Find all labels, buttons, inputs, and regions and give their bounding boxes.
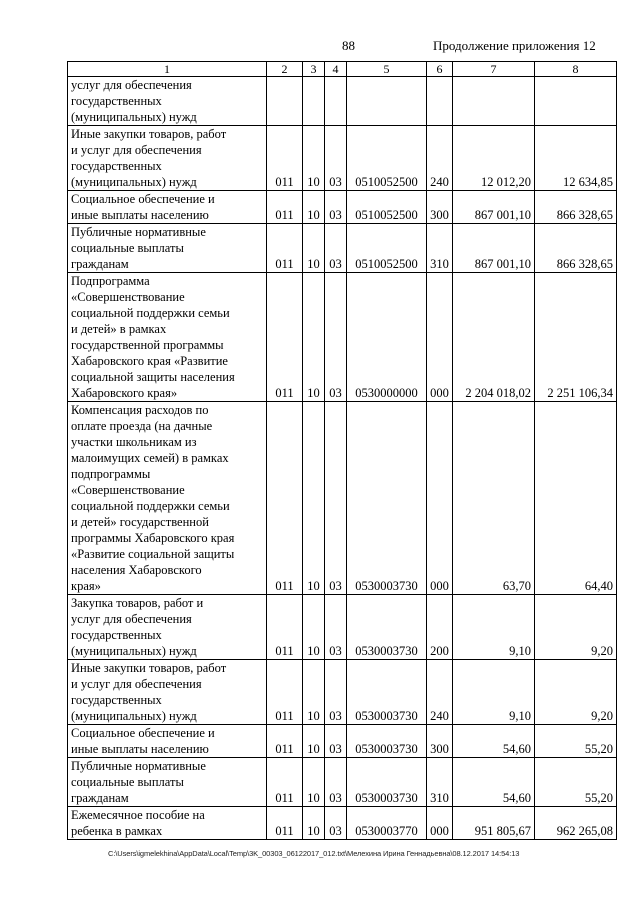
- subchapter-code: 03: [325, 595, 347, 660]
- description-line: государственных: [71, 693, 162, 707]
- description-line: Подпрограмма: [71, 274, 150, 288]
- description-line: Компенсация расходов по: [71, 403, 209, 417]
- description-line: населения Хабаровского: [71, 563, 202, 577]
- description-line: и услуг для обеспечения: [71, 677, 202, 691]
- description-line: и детей» в рамках: [71, 322, 167, 336]
- description-line: услуг для обеспечения: [71, 612, 192, 626]
- column-header: 7: [453, 62, 535, 77]
- row-description: [68, 191, 267, 224]
- target-article-code: 0530003730: [347, 595, 427, 660]
- description-line: государственных: [71, 628, 162, 642]
- budget-table: [67, 61, 617, 840]
- expense-type-code: 240: [427, 126, 453, 191]
- column-header: 4: [325, 62, 347, 77]
- description-line: края»: [71, 579, 101, 593]
- description-line: ребенка в рамках: [71, 824, 163, 838]
- table-row: [68, 725, 617, 758]
- description-line: оплате проезда (на дачные: [71, 419, 213, 433]
- expense-type-code: 240: [427, 660, 453, 725]
- row-description: [68, 77, 267, 126]
- section-code: 011: [267, 273, 303, 402]
- table-row: [68, 758, 617, 807]
- expense-type-code: 000: [427, 402, 453, 595]
- row-description: [68, 725, 267, 758]
- subchapter-code: 03: [325, 126, 347, 191]
- section-code: 011: [267, 191, 303, 224]
- subchapter-code: 03: [325, 402, 347, 595]
- amount-year-1: 9,10: [453, 595, 535, 660]
- description-line: социальные выплаты: [71, 775, 184, 789]
- section-code: 011: [267, 595, 303, 660]
- description-line: иные выплаты населению: [71, 742, 209, 756]
- amount-year-2: 866 328,65: [535, 224, 617, 273]
- table-row: [68, 191, 617, 224]
- section-code: 011: [267, 725, 303, 758]
- description-line: Хабаровского края»: [71, 386, 178, 400]
- header-row: [68, 62, 617, 77]
- description-line: «Совершенствование: [71, 290, 185, 304]
- subchapter-code: 03: [325, 224, 347, 273]
- description-line: Иные закупки товаров, работ: [71, 661, 227, 675]
- amount-year-2: [535, 77, 617, 126]
- amount-year-1: 867 001,10: [453, 224, 535, 273]
- description-line: гражданам: [71, 257, 129, 271]
- target-article-code: 0510052500: [347, 224, 427, 273]
- appendix-continuation-note: Продолжение приложения 12: [433, 38, 596, 53]
- description-line: социальной поддержки семьи: [71, 306, 230, 320]
- row-description: [68, 595, 267, 660]
- description-line: «Совершенствование: [71, 483, 185, 497]
- expense-type-code: 000: [427, 807, 453, 840]
- row-description: [68, 126, 267, 191]
- table-row: [68, 595, 617, 660]
- chapter-code: 10: [303, 725, 325, 758]
- row-description: [68, 273, 267, 402]
- column-header: 5: [347, 62, 427, 77]
- description-line: социальной защиты населения: [71, 370, 235, 384]
- row-description: [68, 660, 267, 725]
- chapter-code: 10: [303, 758, 325, 807]
- description-line: подпрограммы: [71, 467, 151, 481]
- description-line: и услуг для обеспечения: [71, 143, 202, 157]
- expense-type-code: 200: [427, 595, 453, 660]
- description-line: участки школьникам из: [71, 435, 197, 449]
- description-line: (муниципальных) нужд: [71, 644, 197, 658]
- subchapter-code: 03: [325, 807, 347, 840]
- amount-year-1: 63,70: [453, 402, 535, 595]
- description-line: Закупка товаров, работ и: [71, 596, 204, 610]
- description-line: социальной поддержки семьи: [71, 499, 230, 513]
- description-line: (муниципальных) нужд: [71, 175, 197, 189]
- amount-year-2: 2 251 106,34: [535, 273, 617, 402]
- table-row: [68, 126, 617, 191]
- expense-type-code: [427, 77, 453, 126]
- description-line: Социальное обеспечение и: [71, 192, 215, 206]
- expense-type-code: 300: [427, 725, 453, 758]
- amount-year-1: 2 204 018,02: [453, 273, 535, 402]
- target-article-code: 0510052500: [347, 126, 427, 191]
- subchapter-code: [325, 77, 347, 126]
- subchapter-code: 03: [325, 660, 347, 725]
- subchapter-code: 03: [325, 758, 347, 807]
- table-row: [68, 402, 617, 595]
- chapter-code: 10: [303, 807, 325, 840]
- amount-year-1: 12 012,20: [453, 126, 535, 191]
- description-line: иные выплаты населению: [71, 208, 209, 222]
- chapter-code: 10: [303, 224, 325, 273]
- column-header: 3: [303, 62, 325, 77]
- chapter-code: 10: [303, 191, 325, 224]
- section-code: 011: [267, 224, 303, 273]
- amount-year-2: 64,40: [535, 402, 617, 595]
- section-code: 011: [267, 758, 303, 807]
- amount-year-1: 9,10: [453, 660, 535, 725]
- expense-type-code: 300: [427, 191, 453, 224]
- description-line: государственных: [71, 94, 162, 108]
- amount-year-1: [453, 77, 535, 126]
- description-line: «Развитие социальной защиты: [71, 547, 235, 561]
- row-description: [68, 402, 267, 595]
- subchapter-code: 03: [325, 273, 347, 402]
- target-article-code: 0530003730: [347, 725, 427, 758]
- amount-year-2: 9,20: [535, 595, 617, 660]
- description-line: Ежемесячное пособие на: [71, 808, 205, 822]
- chapter-code: 10: [303, 126, 325, 191]
- amount-year-2: 12 634,85: [535, 126, 617, 191]
- table-row: [68, 77, 617, 126]
- target-article-code: 0530003730: [347, 758, 427, 807]
- target-article-code: 0510052500: [347, 191, 427, 224]
- description-line: Публичные нормативные: [71, 759, 206, 773]
- chapter-code: 10: [303, 402, 325, 595]
- description-line: гражданам: [71, 791, 129, 805]
- expense-type-code: 310: [427, 758, 453, 807]
- column-header: 1: [68, 62, 267, 77]
- description-line: Публичные нормативные: [71, 225, 206, 239]
- chapter-code: 10: [303, 660, 325, 725]
- description-line: и детей» государственной: [71, 515, 209, 529]
- amount-year-1: 54,60: [453, 758, 535, 807]
- section-code: 011: [267, 126, 303, 191]
- description-line: Хабаровского края «Развитие: [71, 354, 228, 368]
- column-header: 8: [535, 62, 617, 77]
- section-code: 011: [267, 660, 303, 725]
- section-code: 011: [267, 402, 303, 595]
- description-line: Иные закупки товаров, работ: [71, 127, 227, 141]
- description-line: государственной программы: [71, 338, 224, 352]
- table-row: [68, 224, 617, 273]
- table-row: [68, 273, 617, 402]
- table-row: [68, 660, 617, 725]
- amount-year-2: 9,20: [535, 660, 617, 725]
- expense-type-code: 310: [427, 224, 453, 273]
- description-line: малоимущих семей) в рамках: [71, 451, 229, 465]
- amount-year-2: 55,20: [535, 725, 617, 758]
- target-article-code: 0530003730: [347, 660, 427, 725]
- amount-year-1: 867 001,10: [453, 191, 535, 224]
- chapter-code: 10: [303, 273, 325, 402]
- section-code: 011: [267, 807, 303, 840]
- footer-file-path: C:\Users\igmelekhina\AppData\Local\Temp\3K_00303_06122017_012.txt\Мелехина Ирина Геннадьевна\08.12.2017 14:54:13: [108, 849, 520, 858]
- section-code: [267, 77, 303, 126]
- description-line: социальные выплаты: [71, 241, 184, 255]
- amount-year-2: 55,20: [535, 758, 617, 807]
- chapter-code: [303, 77, 325, 126]
- amount-year-1: 54,60: [453, 725, 535, 758]
- target-article-code: 0530003770: [347, 807, 427, 840]
- amount-year-2: 962 265,08: [535, 807, 617, 840]
- description-line: Социальное обеспечение и: [71, 726, 215, 740]
- target-article-code: 0530000000: [347, 273, 427, 402]
- description-line: (муниципальных) нужд: [71, 110, 197, 124]
- subchapter-code: 03: [325, 191, 347, 224]
- description-line: (муниципальных) нужд: [71, 709, 197, 723]
- row-description: [68, 807, 267, 840]
- target-article-code: 0530003730: [347, 402, 427, 595]
- page-number: 88: [342, 38, 355, 53]
- column-header: 6: [427, 62, 453, 77]
- column-header: 2: [267, 62, 303, 77]
- row-description: [68, 758, 267, 807]
- chapter-code: 10: [303, 595, 325, 660]
- description-line: программы Хабаровского края: [71, 531, 235, 545]
- description-line: государственных: [71, 159, 162, 173]
- row-description: [68, 224, 267, 273]
- amount-year-2: 866 328,65: [535, 191, 617, 224]
- table-row: [68, 807, 617, 840]
- amount-year-1: 951 805,67: [453, 807, 535, 840]
- description-line: услуг для обеспечения: [71, 78, 192, 92]
- subchapter-code: 03: [325, 725, 347, 758]
- target-article-code: [347, 77, 427, 126]
- expense-type-code: 000: [427, 273, 453, 402]
